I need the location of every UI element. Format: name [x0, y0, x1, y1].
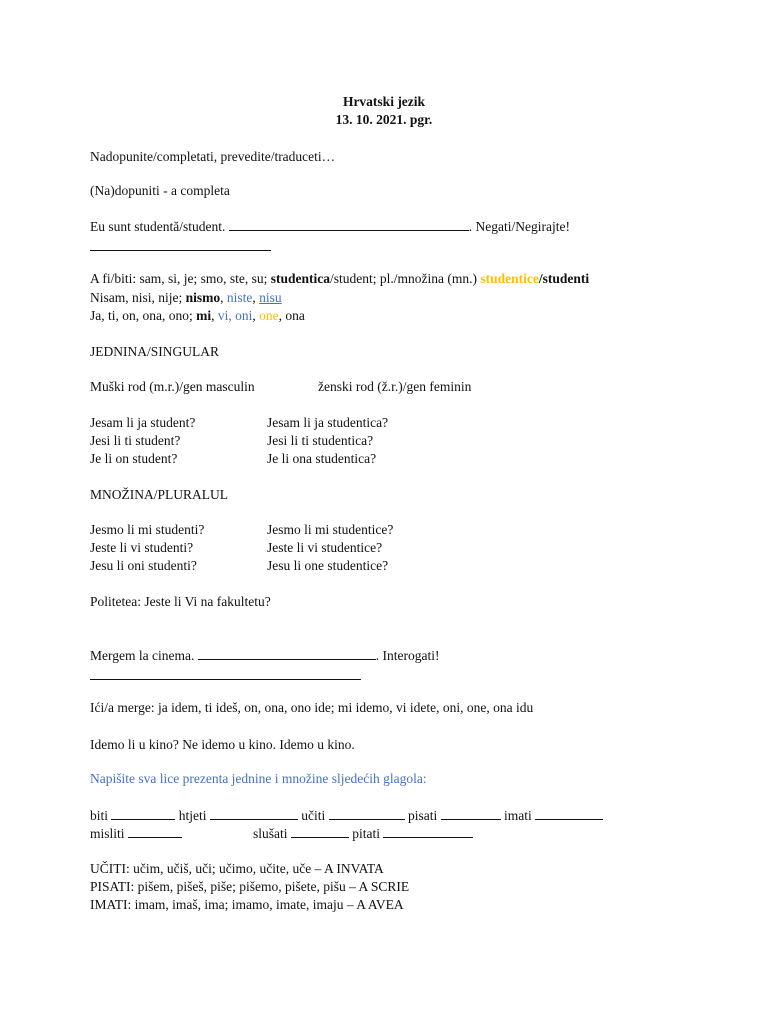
- sentence-instruction: . Interogati!: [375, 648, 440, 663]
- conjugation-pisati: PISATI: pišem, pišeš, piše; pišemo, pišete, pišu – A SCRIE: [90, 879, 410, 894]
- answer-blank[interactable]: [111, 807, 175, 820]
- singular-masc-row: Jesi li ti student?: [90, 433, 181, 448]
- answer-blank[interactable]: [535, 807, 603, 820]
- ici-conjugation-line: Ići/a merge: ja idem, ti ideš, on, ona, ono ide; mi idemo, vi idete, oni, one, ona idu: [90, 700, 534, 715]
- singular-fem-row: Je li ona studentica?: [267, 451, 377, 466]
- sentence-text: Mergem la cinema.: [90, 648, 195, 663]
- singular-masc-row: Je li on student?: [90, 451, 178, 466]
- word-niste: niste: [226, 290, 253, 305]
- negation-forms-line: Nisam, nisi, nije; nismo, niste, nisu: [90, 290, 282, 305]
- conjugation-imati: IMATI: imam, imaš, ima; imamo, imate, imaju – A AVEA: [90, 897, 404, 912]
- verb-blanks-row: biti htjeti učiti pisati imati: [90, 807, 603, 825]
- masculine-label: Muški rod (m.r.)/gen masculin: [90, 379, 255, 394]
- task-instruction: Napišite sva lice prezenta jednine i množine sljedećih glagola:: [90, 771, 427, 786]
- singular-heading: JEDNINA/SINGULAR: [90, 344, 219, 359]
- answer-blank-line[interactable]: [90, 679, 361, 680]
- politeness-line: Politetea: Jeste li Vi na fakultetu?: [90, 594, 271, 609]
- answer-blank[interactable]: [198, 647, 376, 660]
- singular-fem-row: Jesam li ja studentica?: [267, 415, 389, 430]
- verb-blanks-row: slušati pitati: [253, 825, 473, 843]
- document-date: 13. 10. 2021. pgr.: [335, 112, 433, 127]
- instruction-dopuniti: (Na)dopuniti - a completa: [90, 183, 230, 198]
- singular-fem-row: Jesi li ti studentica?: [267, 433, 374, 448]
- verb-blanks-row: misliti: [90, 825, 182, 843]
- plural-fem-row: Jeste li vi studentice?: [267, 540, 383, 555]
- document-title: Hrvatski jezik: [342, 94, 426, 109]
- sentence-interrogate: [90, 647, 439, 665]
- conjugation-uciti: UČITI: učim, učiš, uči; učimo, učite, uče – A INVATA: [90, 861, 384, 876]
- biti-forms-line: A fi/biti: sam, si, je; smo, ste, su; studentica/student; pl./množina (mn.) studentice/studenti: [90, 271, 590, 286]
- answer-blank-line[interactable]: [90, 250, 271, 251]
- sentence-text: Eu sunt studentă/student.: [90, 219, 226, 234]
- answer-blank[interactable]: [291, 825, 349, 838]
- answer-blank[interactable]: [210, 807, 298, 820]
- answer-blank[interactable]: [229, 218, 469, 231]
- word-studenti: studenti: [542, 271, 590, 286]
- word-studentica: studentica: [270, 271, 331, 286]
- instruction-line: Nadopunite/completati, prevedite/traduceti…: [90, 149, 336, 164]
- plural-heading: MNOŽINA/PLURALUL: [90, 487, 228, 502]
- plural-masc-row: Jesu li oni studenti?: [90, 558, 197, 573]
- word-one: one: [259, 308, 279, 323]
- answer-blank[interactable]: [383, 825, 473, 838]
- sentence-instruction: . Negati/Negirajte!: [468, 219, 570, 234]
- plural-masc-row: Jesmo li mi studenti?: [90, 522, 205, 537]
- sentence-negate: [90, 218, 570, 236]
- answer-blank[interactable]: [441, 807, 501, 820]
- kino-examples-line: Idemo li u kino? Ne idemo u kino. Idemo u kino.: [90, 737, 355, 752]
- answer-blank[interactable]: [128, 825, 182, 838]
- feminine-label: ženski rod (ž.r.)/gen feminin: [318, 379, 472, 394]
- word-nismo: nismo: [185, 290, 221, 305]
- answer-blank[interactable]: [329, 807, 405, 820]
- plural-fem-row: Jesmo li mi studentice?: [267, 522, 394, 537]
- pronouns-line: Ja, ti, on, ona, ono; mi, vi, oni, one, ona: [90, 308, 305, 323]
- word-nisu: nisu: [259, 290, 282, 305]
- plural-fem-row: Jesu li one studentice?: [267, 558, 389, 573]
- singular-masc-row: Jesam li ja student?: [90, 415, 196, 430]
- word-vi-oni: vi, oni: [217, 308, 253, 323]
- word-mi: mi: [196, 308, 212, 323]
- word-studentice: studentice: [480, 271, 539, 286]
- plural-masc-row: Jeste li vi studenti?: [90, 540, 194, 555]
